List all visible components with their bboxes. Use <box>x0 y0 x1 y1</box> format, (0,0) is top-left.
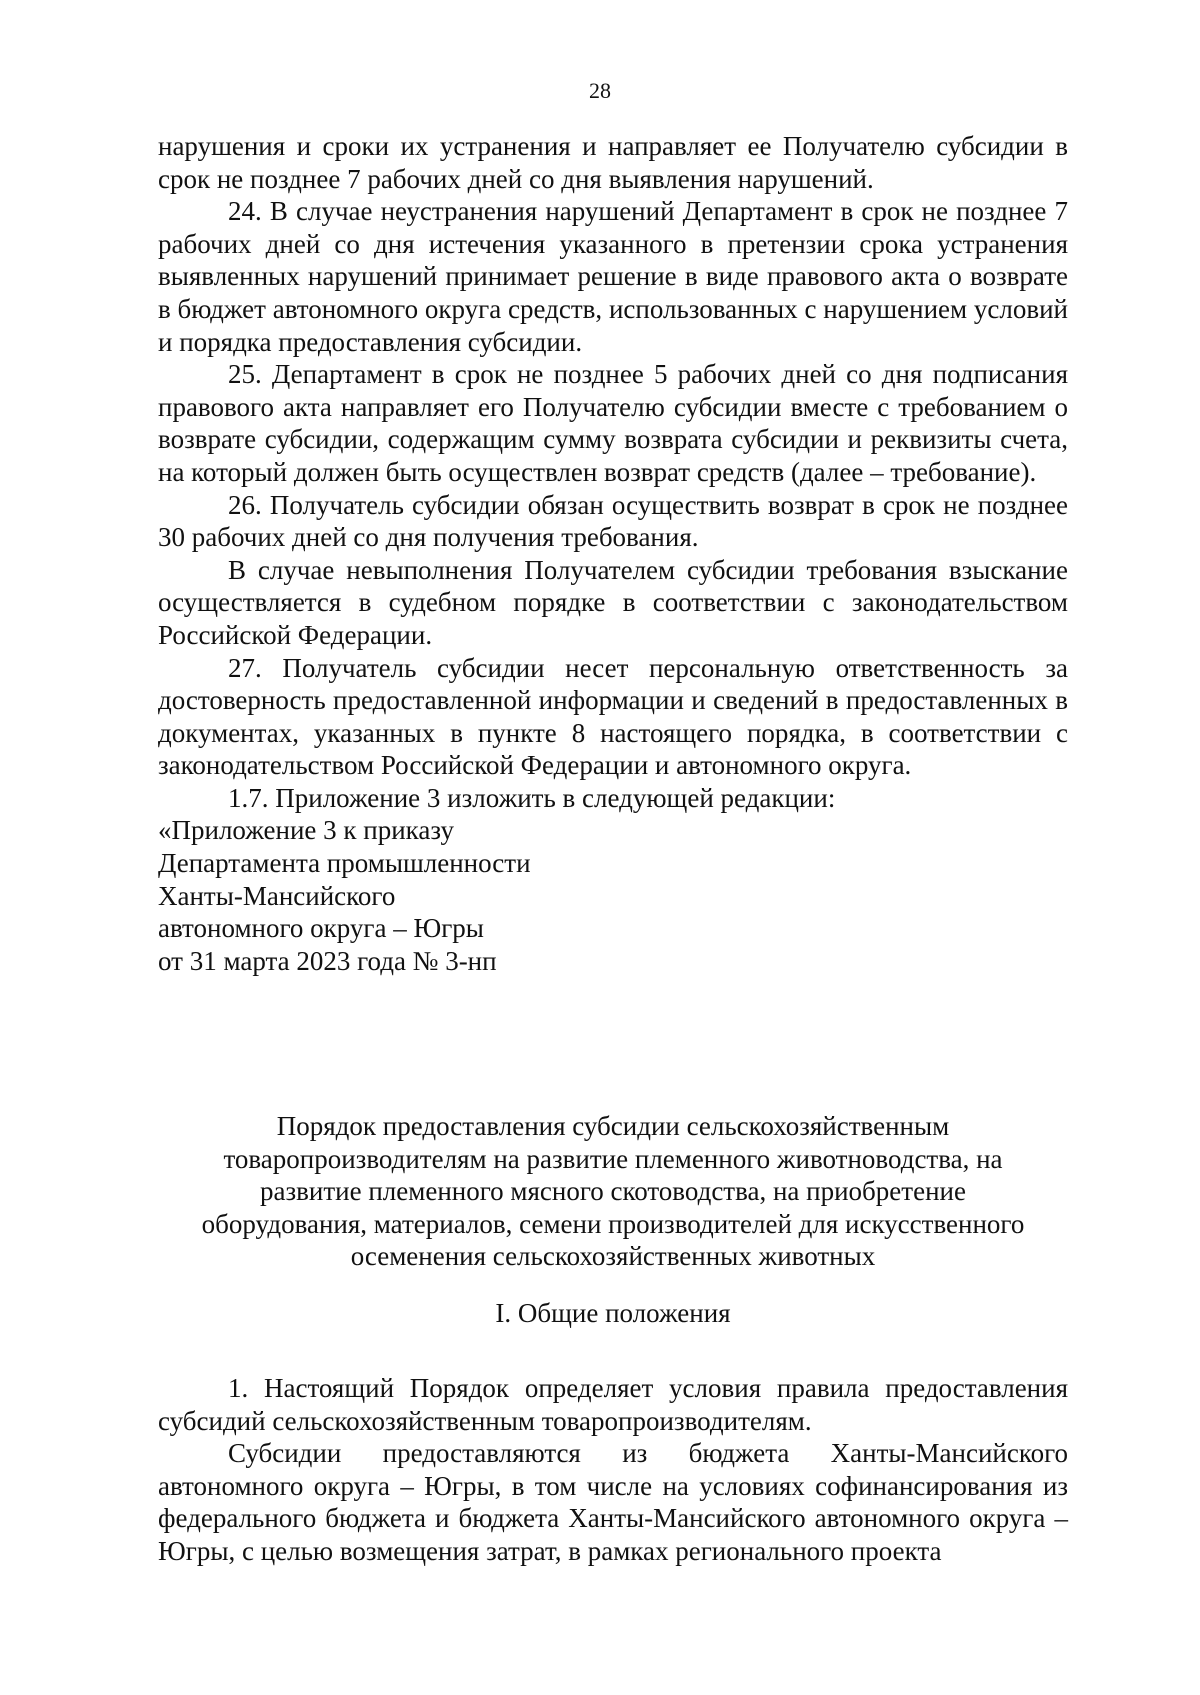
title-line: оборудования, материалов, семени производителей для искусственного <box>201 1208 1025 1239</box>
page-number: 28 <box>589 78 611 103</box>
title-line: товаропроизводителям на развитие племенного животноводства, на <box>223 1143 1003 1174</box>
appendix-line: Ханты-Мансийского <box>158 880 396 911</box>
title-line: Порядок предоставления субсидии сельскохозяйственным <box>276 1111 950 1141</box>
paragraph-1-7: 1.7. Приложение 3 изложить в следующей редакции: <box>228 782 836 813</box>
appendix-header <box>158 814 1068 977</box>
paragraph-26-continued: В случае невыполнения Получателем субсидии требования взыскание осуществляется в судебном порядке в соответствии с законодательством Российской Федерации. <box>158 554 1068 650</box>
appendix-line: от 31 марта 2023 года № 3-нп <box>158 945 497 976</box>
title-line: осеменения сельскохозяйственных животных <box>350 1241 876 1272</box>
body-bottom <box>158 1372 1068 1568</box>
section-heading: I. Общие положения <box>495 1298 731 1328</box>
appendix-line: Департамента промышленности <box>158 848 531 879</box>
document-title <box>158 1110 1068 1273</box>
body-top <box>158 130 1068 977</box>
paragraph-25: 25. Департамент в срок не позднее 5 рабочих дней со дня подписания правового акта направляет его Получателю субсидии вместе с требованием о возврате субсидии, содержащим сумму возврата субсидии и реквизиты счета, на который должен быть осуществлен возврат средств (далее – требование). <box>158 359 1068 487</box>
title-line: развитие племенного мясного скотоводства, на приобретение <box>260 1176 966 1207</box>
appendix-line: автономного округа – Югры <box>158 913 484 944</box>
paragraph-section-1: 1. Настоящий Порядок определяет условия правила предоставления субсидий сельскохозяйственным товаропроизводителям. <box>158 1373 1068 1436</box>
paragraph-26: 26. Получатель субсидии обязан осуществить возврат в срок не позднее 30 рабочих дней со дня получения требования. <box>158 489 1068 553</box>
appendix-line: «Приложение 3 к приказу <box>158 815 454 846</box>
paragraph-continuation: нарушения и сроки их устранения и направляет ее Получателю субсидии в срок не позднее 7 рабочих дней со дня выявления нарушений. <box>158 131 1068 194</box>
paragraph-section-1-continued: Субсидии предоставляются из бюджета Ханты-Мансийского автономного округа – Югры, в том числе на условиях софинансирования из федерального бюджета и бюджета Ханты-Мансийского автономного округа – Югры, с целью возмещения затрат, в рамках регионального проекта <box>158 1438 1068 1566</box>
paragraph-24: 24. В случае неустранения нарушений Департамент в срок не позднее 7 рабочих дней со дня истечения указанного в претензии срока устранения выявленных нарушений принимает решение в виде правового акта о возврате в бюджет автономного округа средств, использованных с нарушением условий и порядка предоставления субсидии. <box>158 196 1068 357</box>
paragraph-27: 27. Получатель субсидии несет персональную ответственность за достоверность предоставленной информации и сведений в предоставленных в документах, указанных в пункте 8 настоящего порядка, в соответствии с законодательством Российской Федерации и автономного округа. <box>158 652 1068 781</box>
